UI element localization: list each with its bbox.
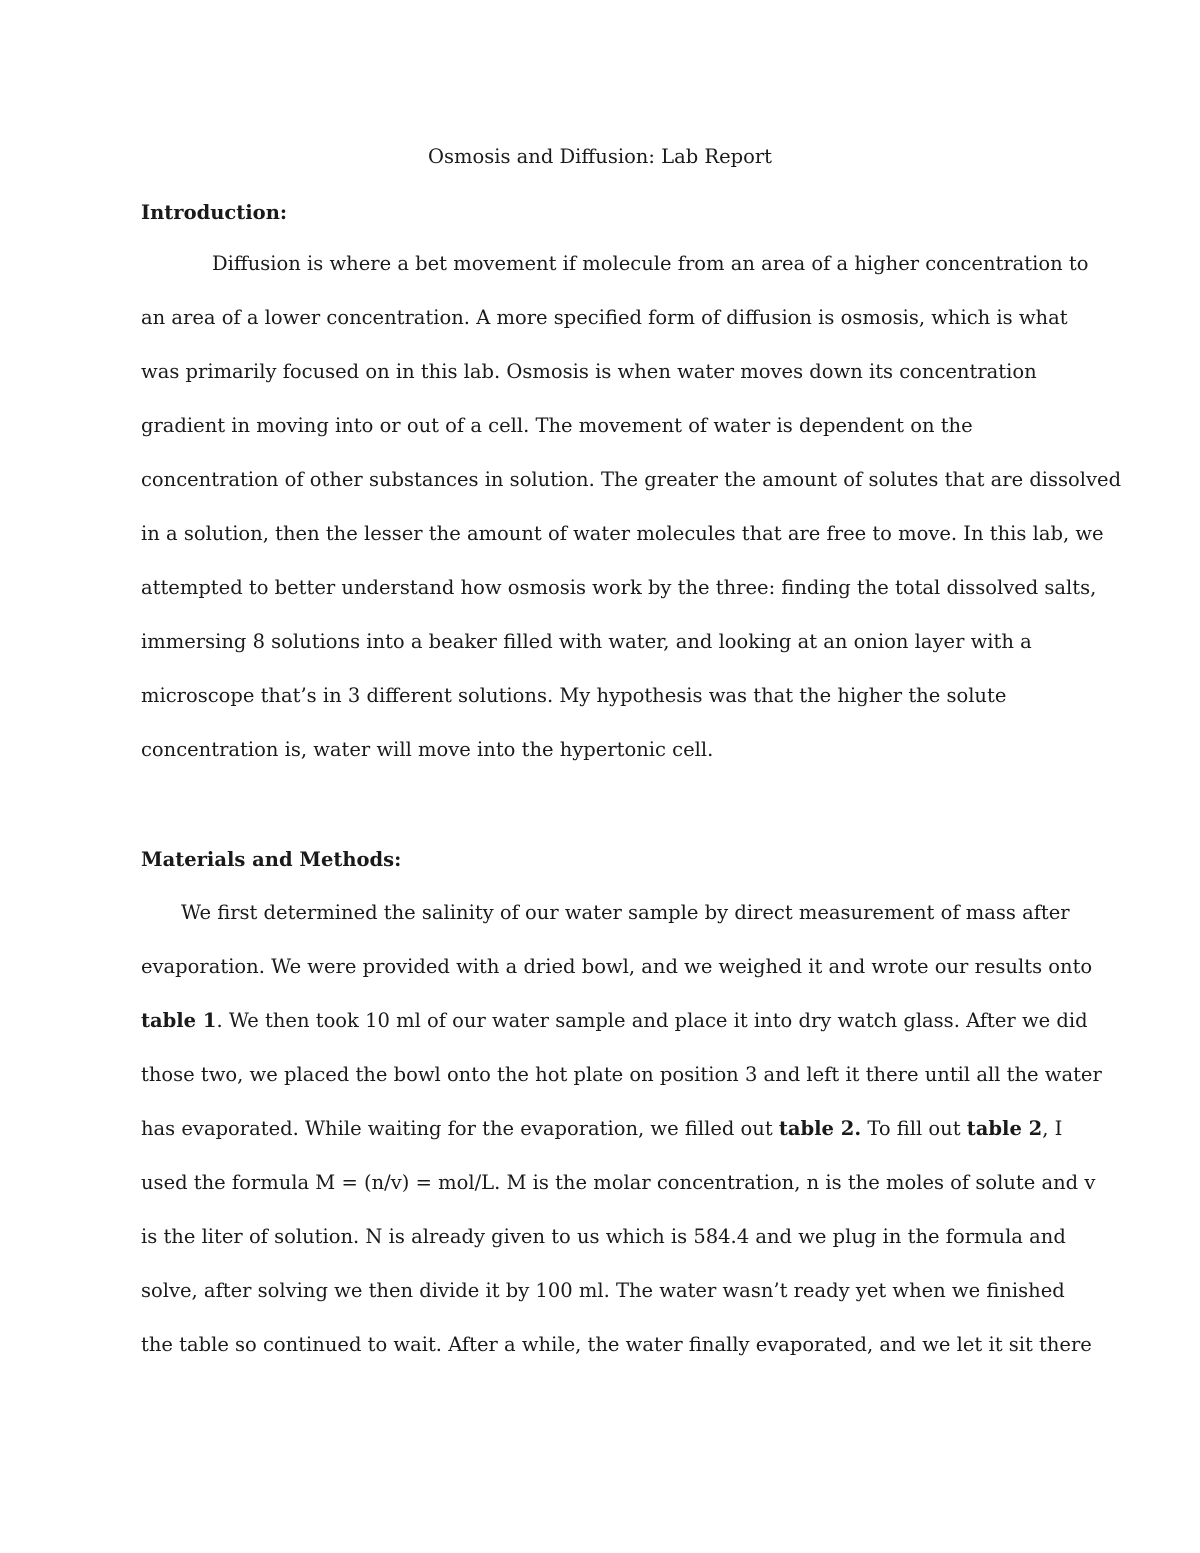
paragraph-line: immersing 8 solutions into a beaker filled with water, and looking at an onion layer with a xyxy=(141,630,1032,653)
paragraph-line xyxy=(141,994,1101,1048)
methods-heading: Materials and Methods: xyxy=(141,848,402,871)
paragraph-line: the table so continued to wait. After a while, the water finally evaporated, and we let it sit there xyxy=(141,1333,1092,1356)
paragraph-line: attempted to better understand how osmosis work by the three: finding the total dissolved salts, xyxy=(141,576,1097,599)
paragraph-line: solve, after solving we then divide it by 100 ml. The water wasn’t ready yet when we finished xyxy=(141,1279,1065,1302)
line-text: . We then took 10 ml of our water sample and place it into dry watch glass. After we did xyxy=(216,1009,1088,1032)
document-title: Osmosis and Diffusion: Lab Report xyxy=(428,145,772,168)
paragraph-line: microscope that’s in 3 different solutions. My hypothesis was that the higher the solute xyxy=(141,684,1007,707)
paragraph-line: is the liter of solution. N is already given to us which is 584.4 and we plug in the formula and xyxy=(141,1225,1066,1248)
introduction-heading: Introduction: xyxy=(141,201,288,224)
paragraph-line: used the formula M = (n/v) = mol/L. M is the molar concentration, n is the moles of solute and v xyxy=(141,1171,1096,1194)
paragraph-line xyxy=(141,1102,1101,1156)
line-text: has evaporated. While waiting for the evaporation, we filled out xyxy=(141,1117,779,1140)
paragraph-line: in a solution, then the lesser the amount of water molecules that are free to move. In this lab, we xyxy=(141,522,1104,545)
paragraph-line: evaporation. We were provided with a dried bowl, and we weighed it and wrote our results onto xyxy=(141,955,1093,978)
table-2-reference: table 2. xyxy=(778,1117,862,1140)
methods-paragraph xyxy=(141,886,1101,1372)
paragraph-line: concentration of other substances in solution. The greater the amount of solutes that are dissolved xyxy=(141,468,1122,491)
paragraph-line: was primarily focused on in this lab. Osmosis is when water moves down its concentration xyxy=(141,360,1037,383)
line-text: , I xyxy=(1042,1117,1063,1140)
paragraph-line: concentration is, water will move into the hypertonic cell. xyxy=(141,738,714,761)
introduction-paragraph xyxy=(141,237,1122,777)
paragraph-line: We first determined the salinity of our water sample by direct measurement of mass after xyxy=(181,901,1070,924)
paragraph-line: Diffusion is where a bet movement if molecule from an area of a higher concentration to xyxy=(212,252,1089,275)
table-1-reference: table 1 xyxy=(141,1009,217,1032)
paragraph-line: gradient in moving into or out of a cell. The movement of water is dependent on the xyxy=(141,414,973,437)
paragraph-line: those two, we placed the bowl onto the hot plate on position 3 and left it there until all the water xyxy=(141,1063,1102,1086)
paragraph-line: an area of a lower concentration. A more specified form of diffusion is osmosis, which is what xyxy=(141,306,1068,329)
table-2-reference: table 2 xyxy=(966,1117,1043,1140)
line-text: To fill out xyxy=(861,1117,967,1140)
